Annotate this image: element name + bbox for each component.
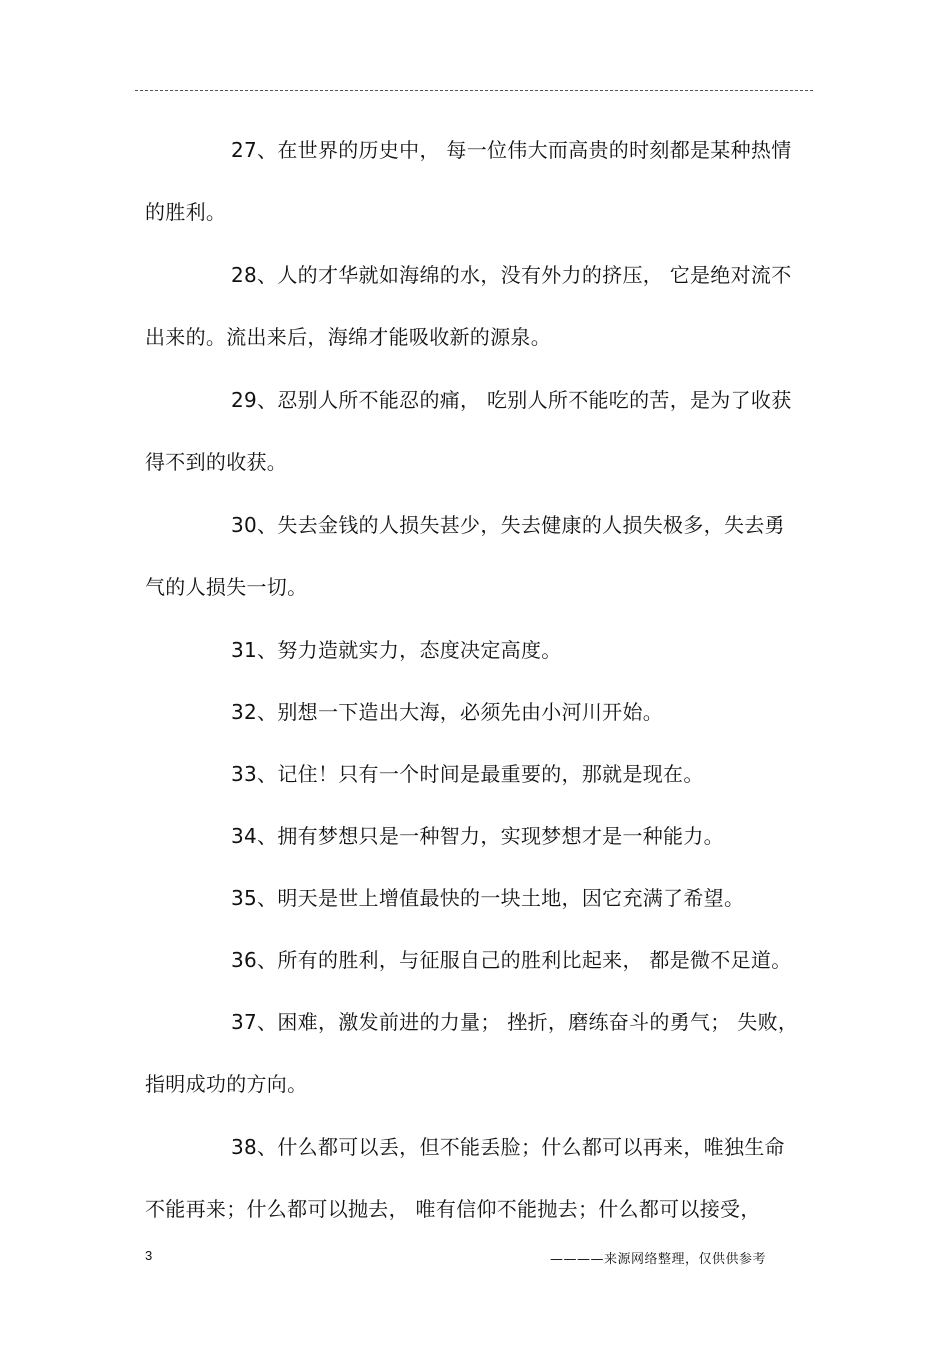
quote-28: 28、人的才华就如海绵的水，没有外力的挤压， 它是绝对流不出来的。流出来后，海绵才能吸收新的源泉。 [145, 263, 792, 349]
quote-38: 38、什么都可以丢，但不能丢脸；什么都可以再来，唯独生命不能再来；什么都可以抛去， 唯有信仰不能抛去；什么都可以接受， [145, 1135, 785, 1221]
quote-33: 33、记住！只有一个时间是最重要的，那就是现在。 [231, 762, 704, 786]
quote-29: 29、忍别人所不能忍的痛， 吃别人所不能吃的苦，是为了收获得不到的收获。 [145, 388, 792, 474]
quote-32: 32、别想一下造出大海，必须先由小河川开始。 [231, 700, 664, 724]
footer-note: ————来源网络整理，仅供供参考 [550, 1252, 767, 1267]
page-number: 3 [145, 1248, 153, 1263]
quote-35: 35、明天是世上增值最快的一块土地，因它充满了希望。 [231, 886, 745, 910]
quote-27: 27、在世界的历史中， 每一位伟大而高贵的时刻都是某种热情的胜利。 [145, 138, 792, 224]
header-divider [135, 90, 813, 91]
quote-36: 36、所有的胜利，与征服自己的胜利比起来， 都是微不足道。 [231, 948, 792, 972]
quote-37: 37、困难，激发前进的力量； 挫折，磨练奋斗的勇气； 失败，指明成功的方向。 [145, 1010, 799, 1096]
quote-30: 30、失去金钱的人损失甚少，失去健康的人损失极多，失去勇气的人损失一切。 [145, 513, 785, 599]
quote-34: 34、拥有梦想只是一种智力，实现梦想才是一种能力。 [231, 824, 724, 848]
quote-31: 31、努力造就实力，态度决定高度。 [231, 638, 562, 662]
